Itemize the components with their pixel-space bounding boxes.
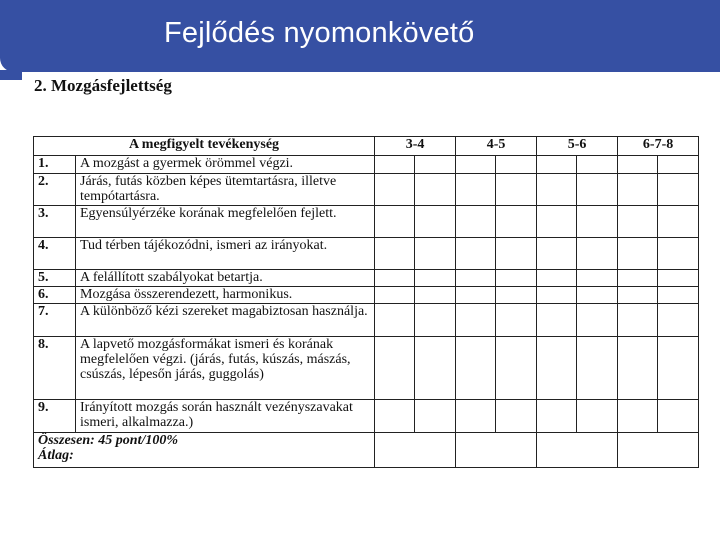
score-cell[interactable]	[577, 287, 618, 304]
score-cell[interactable]	[375, 287, 415, 304]
total-score-cell[interactable]	[456, 433, 537, 468]
table-row	[34, 206, 699, 238]
score-cell[interactable]	[537, 156, 577, 174]
score-cell[interactable]	[537, 337, 577, 400]
score-cell[interactable]	[577, 400, 618, 433]
row-number: 4.	[34, 238, 76, 270]
table-row	[34, 270, 699, 287]
score-cell[interactable]	[618, 287, 658, 304]
score-cell[interactable]	[456, 156, 496, 174]
score-cell[interactable]	[415, 156, 456, 174]
activity-cell: Egyensúlyérzéke korának megfelelően fejlett.	[76, 206, 375, 238]
score-cell[interactable]	[415, 174, 456, 206]
row-number: 7.	[34, 304, 76, 337]
score-cell[interactable]	[415, 304, 456, 337]
score-cell[interactable]	[456, 270, 496, 287]
score-cell[interactable]	[375, 270, 415, 287]
score-cell[interactable]	[415, 287, 456, 304]
activity-cell: Irányított mozgás során használt vezényszavakat ismeri, alkalmazza.)	[76, 400, 375, 433]
score-cell[interactable]	[496, 174, 537, 206]
score-cell[interactable]	[375, 400, 415, 433]
score-cell[interactable]	[496, 287, 537, 304]
score-cell[interactable]	[537, 270, 577, 287]
score-cell[interactable]	[577, 156, 618, 174]
total-score-cell[interactable]	[537, 433, 618, 468]
score-cell[interactable]	[658, 156, 699, 174]
score-cell[interactable]	[415, 400, 456, 433]
score-cell[interactable]	[658, 287, 699, 304]
score-cell[interactable]	[537, 304, 577, 337]
score-cell[interactable]	[618, 238, 658, 270]
table-row	[34, 287, 699, 304]
score-cell[interactable]	[456, 174, 496, 206]
score-cell[interactable]	[375, 337, 415, 400]
row-number: 9.	[34, 400, 76, 433]
score-cell[interactable]	[456, 238, 496, 270]
table-row	[34, 174, 699, 206]
activity-cell: Tud térben tájékozódni, ismeri az irányokat.	[76, 238, 375, 270]
score-cell[interactable]	[496, 304, 537, 337]
table-row	[34, 400, 699, 433]
total-row	[34, 433, 699, 468]
average-label: Átlag:	[38, 448, 74, 463]
column-header-age-4-5: 4-5	[456, 137, 537, 156]
score-cell[interactable]	[618, 400, 658, 433]
table-row	[34, 238, 699, 270]
score-cell[interactable]	[415, 270, 456, 287]
score-cell[interactable]	[577, 304, 618, 337]
page-title: Fejlődés nyomonkövető	[164, 17, 475, 49]
total-cell	[34, 433, 375, 468]
table-row	[34, 304, 699, 337]
score-cell[interactable]	[415, 337, 456, 400]
score-cell[interactable]	[456, 337, 496, 400]
score-cell[interactable]	[537, 174, 577, 206]
score-cell[interactable]	[496, 270, 537, 287]
score-cell[interactable]	[496, 206, 537, 238]
score-cell[interactable]	[375, 304, 415, 337]
score-cell[interactable]	[577, 206, 618, 238]
section-title: 2. Mozgásfejlettség	[34, 76, 172, 95]
activity-cell: A felállított szabályokat betartja.	[76, 270, 375, 287]
activity-cell: A különböző kézi szereket magabiztosan használja.	[76, 304, 375, 337]
score-cell[interactable]	[618, 174, 658, 206]
score-cell[interactable]	[537, 238, 577, 270]
score-cell[interactable]	[456, 206, 496, 238]
row-number: 3.	[34, 206, 76, 238]
column-header-age-5-6: 5-6	[537, 137, 618, 156]
score-cell[interactable]	[618, 156, 658, 174]
score-cell[interactable]	[537, 206, 577, 238]
activity-cell: Mozgása összerendezett, harmonikus.	[76, 287, 375, 304]
score-cell[interactable]	[658, 206, 699, 238]
score-cell[interactable]	[618, 270, 658, 287]
score-cell[interactable]	[658, 304, 699, 337]
score-cell[interactable]	[658, 270, 699, 287]
row-number: 1.	[34, 156, 76, 174]
score-cell[interactable]	[658, 174, 699, 206]
total-score-cell[interactable]	[375, 433, 456, 468]
score-cell[interactable]	[456, 287, 496, 304]
row-number: 6.	[34, 287, 76, 304]
table-row	[34, 156, 699, 174]
score-cell[interactable]	[658, 238, 699, 270]
activity-cell: A lapvető mozgásformákat ismeri és korának megfelelően végzi. (járás, futás, kúszás, mászás, csúszás, lépesőn járás, guggolás)	[76, 337, 375, 400]
score-cell[interactable]	[375, 156, 415, 174]
header-notch	[0, 70, 22, 80]
total-score-cell[interactable]	[618, 433, 699, 468]
score-cell[interactable]	[496, 337, 537, 400]
score-cell[interactable]	[577, 337, 618, 400]
score-cell[interactable]	[537, 400, 577, 433]
table-header-row	[34, 137, 699, 156]
score-cell[interactable]	[537, 287, 577, 304]
score-cell[interactable]	[415, 238, 456, 270]
evaluation-table	[33, 136, 699, 468]
score-cell[interactable]	[618, 337, 658, 400]
column-header-age-6-7-8: 6-7-8	[618, 137, 699, 156]
total-label: Összesen: 45 pont/100%	[38, 433, 179, 448]
score-cell[interactable]	[618, 304, 658, 337]
column-header-age-3-4: 3-4	[375, 137, 456, 156]
table-row	[34, 337, 699, 400]
score-cell[interactable]	[618, 206, 658, 238]
score-cell[interactable]	[375, 174, 415, 206]
score-cell[interactable]	[496, 400, 537, 433]
score-cell[interactable]	[496, 156, 537, 174]
score-cell[interactable]	[456, 304, 496, 337]
score-cell[interactable]	[658, 337, 699, 400]
score-cell[interactable]	[375, 206, 415, 238]
score-cell[interactable]	[375, 238, 415, 270]
score-cell[interactable]	[415, 206, 456, 238]
column-header-activity: A megfigyelt tevékenység	[34, 137, 375, 156]
score-cell[interactable]	[577, 174, 618, 206]
row-number: 5.	[34, 270, 76, 287]
score-cell[interactable]	[456, 400, 496, 433]
row-number: 8.	[34, 337, 76, 400]
score-cell[interactable]	[577, 270, 618, 287]
row-number: 2.	[34, 174, 76, 206]
score-cell[interactable]	[658, 400, 699, 433]
activity-cell: A mozgást a gyermek örömmel végzi.	[76, 156, 375, 174]
score-cell[interactable]	[496, 238, 537, 270]
activity-cell: Járás, futás közben képes ütemtartásra, illetve tempótartásra.	[76, 174, 375, 206]
score-cell[interactable]	[577, 238, 618, 270]
